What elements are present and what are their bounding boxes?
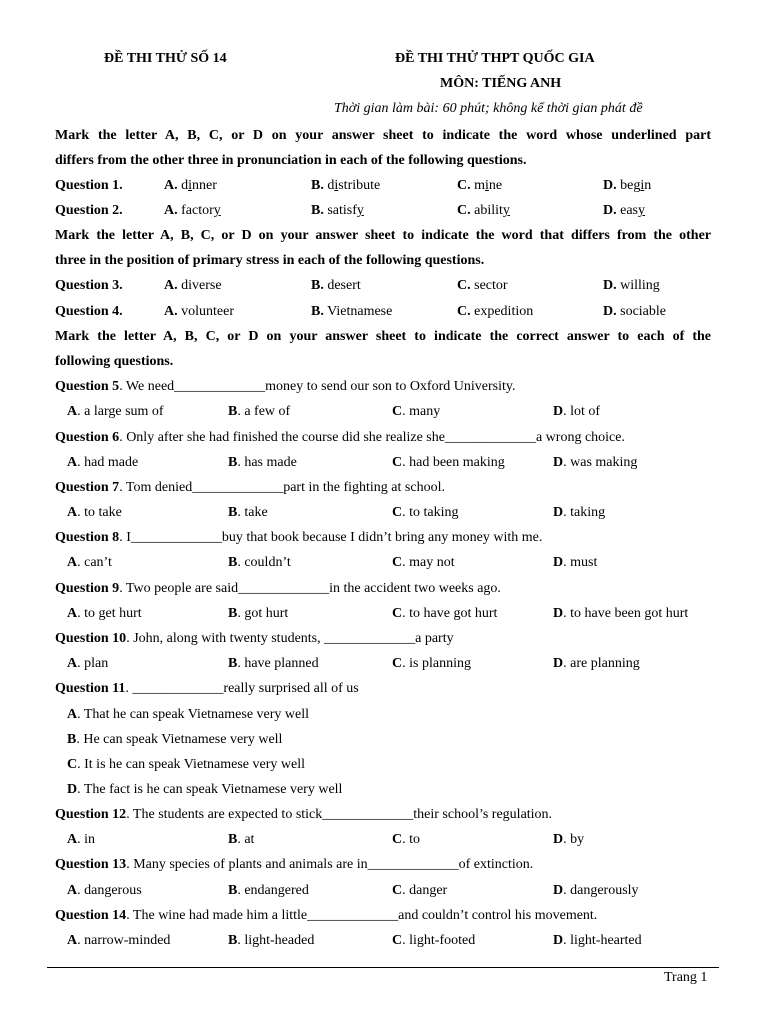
question-11-option-b: B. He can speak Vietnamese very well [67, 732, 283, 747]
option-a: A. narrow-minded [67, 933, 171, 948]
option-a: A. factory [164, 203, 221, 218]
question-11-option-a: A. That he can speak Vietnamese very well [67, 707, 310, 722]
question-11-option-d: D. The fact is he can speak Vietnamese very well [67, 782, 343, 797]
option-b: B. Vietnamese [311, 304, 393, 319]
question-7: Question 7. Tom denied_____________part in the fighting at school. [55, 480, 445, 495]
option-b: B. couldn’t [228, 555, 291, 570]
question-1 [55, 173, 735, 198]
question-10: Question 10. John, along with twenty students, _____________a party [55, 631, 454, 646]
option-a: A. dinner [164, 178, 217, 193]
option-c: C. to [392, 832, 421, 847]
option-c: C. expedition [457, 304, 534, 319]
exam-title: ĐỀ THI THỬ THPT QUỐC GIA [395, 51, 595, 66]
option-c: C. many [392, 404, 441, 419]
footer-divider [47, 967, 719, 968]
option-d: D. easy [603, 203, 646, 218]
option-d: D. by [553, 832, 585, 847]
instruction-pronunciation-line1: Mark the letter A, B, C, or D on your answer sheet to indicate the word whose underlined part [55, 128, 711, 143]
option-b: B. have planned [228, 656, 319, 671]
instruction-pronunciation-line2: differs from the other three in pronunciation in each of the following questions. [55, 153, 527, 168]
option-a: A. dangerous [67, 883, 142, 898]
option-a: A. to take [67, 505, 122, 520]
option-b: B. at [228, 832, 255, 847]
option-c: C. sector [457, 278, 508, 293]
question-13: Question 13. Many species of plants and animals are in_____________of extinction. [55, 857, 534, 872]
question-10-options [55, 651, 735, 676]
option-a: A. a large sum of [67, 404, 164, 419]
question-13-options [55, 878, 735, 903]
option-c: C. to have got hurt [392, 606, 498, 621]
option-d: D. are planning [553, 656, 640, 671]
option-c: C. danger [392, 883, 448, 898]
question-label: Question 3. [55, 278, 123, 293]
option-b: B. endangered [228, 883, 309, 898]
question-8-options [55, 550, 735, 575]
option-c: C. is planning [392, 656, 471, 671]
option-d: D. willing [603, 278, 660, 293]
question-label: Question 1. [55, 178, 123, 193]
question-11: Question 11. _____________really surprised all of us [55, 681, 359, 696]
option-c: C. had been making [392, 455, 505, 470]
option-d: D. taking [553, 505, 606, 520]
option-a: A. diverse [164, 278, 222, 293]
option-a: A. can’t [67, 555, 112, 570]
option-b: B. a few of [228, 404, 291, 419]
instruction-stress-line1: Mark the letter A, B, C, or D on your answer sheet to indicate the word that differs from the other [55, 228, 711, 243]
subject-title: MÔN: TIẾNG ANH [440, 76, 562, 91]
option-b: B. has made [228, 455, 297, 470]
question-5: Question 5. We need_____________money to send our son to Oxford University. [55, 379, 516, 394]
option-d: D. must [553, 555, 598, 570]
option-b: B. distribute [311, 178, 381, 193]
option-d: D. dangerously [553, 883, 639, 898]
option-b: B. got hurt [228, 606, 289, 621]
page-number: Trang 1 [664, 970, 708, 985]
instruction-correct-answer-line2: following questions. [55, 354, 174, 369]
option-b: B. take [228, 505, 268, 520]
instruction-stress-line2: three in the position of primary stress in each of the following questions. [55, 253, 485, 268]
option-a: A. plan [67, 656, 109, 671]
question-7-options [55, 500, 735, 525]
exam-number: ĐỀ THI THỬ SỐ 14 [104, 51, 227, 66]
question-6-options [55, 450, 735, 475]
question-3 [55, 273, 735, 298]
question-11-option-c: C. It is he can speak Vietnamese very well [67, 757, 306, 772]
question-4 [55, 299, 735, 324]
option-d: D. sociable [603, 304, 666, 319]
question-label: Question 2. [55, 203, 123, 218]
question-6: Question 6. Only after she had finished the course did she realize she_____________a wrong choice. [55, 430, 625, 445]
option-a: A. to get hurt [67, 606, 142, 621]
option-c: C. to taking [392, 505, 459, 520]
instruction-correct-answer-line1: Mark the letter A, B, C, or D on your answer sheet to indicate the correct answer to each of the [55, 329, 711, 344]
question-2 [55, 198, 735, 223]
option-c: C. mine [457, 178, 503, 193]
option-c: C. ability [457, 203, 510, 218]
option-c: C. light-footed [392, 933, 476, 948]
question-label: Question 4. [55, 304, 123, 319]
question-9: Question 9. Two people are said_____________in the accident two weeks ago. [55, 581, 501, 596]
option-b: B. light-headed [228, 933, 315, 948]
time-note: Thời gian làm bài: 60 phút; không kể thời gian phát đề [334, 101, 643, 116]
option-d: D. to have been got hurt [553, 606, 689, 621]
option-c: C. may not [392, 555, 455, 570]
option-b: B. desert [311, 278, 361, 293]
question-8: Question 8. I_____________buy that book because I didn’t bring any money with me. [55, 530, 543, 545]
question-12: Question 12. The students are expected to stick_____________their school’s regulation. [55, 807, 553, 822]
question-14-options [55, 928, 735, 953]
option-a: A. had made [67, 455, 139, 470]
option-a: A. in [67, 832, 96, 847]
question-12-options [55, 827, 735, 852]
option-a: A. volunteer [164, 304, 234, 319]
option-b: B. satisfy [311, 203, 364, 218]
question-5-options [55, 399, 735, 424]
option-d: D. light-hearted [553, 933, 642, 948]
question-14: Question 14. The wine had made him a little_____________and couldn’t control his movement. [55, 908, 598, 923]
option-d: D. begin [603, 178, 652, 193]
question-9-options [55, 601, 735, 626]
option-d: D. was making [553, 455, 638, 470]
option-d: D. lot of [553, 404, 601, 419]
